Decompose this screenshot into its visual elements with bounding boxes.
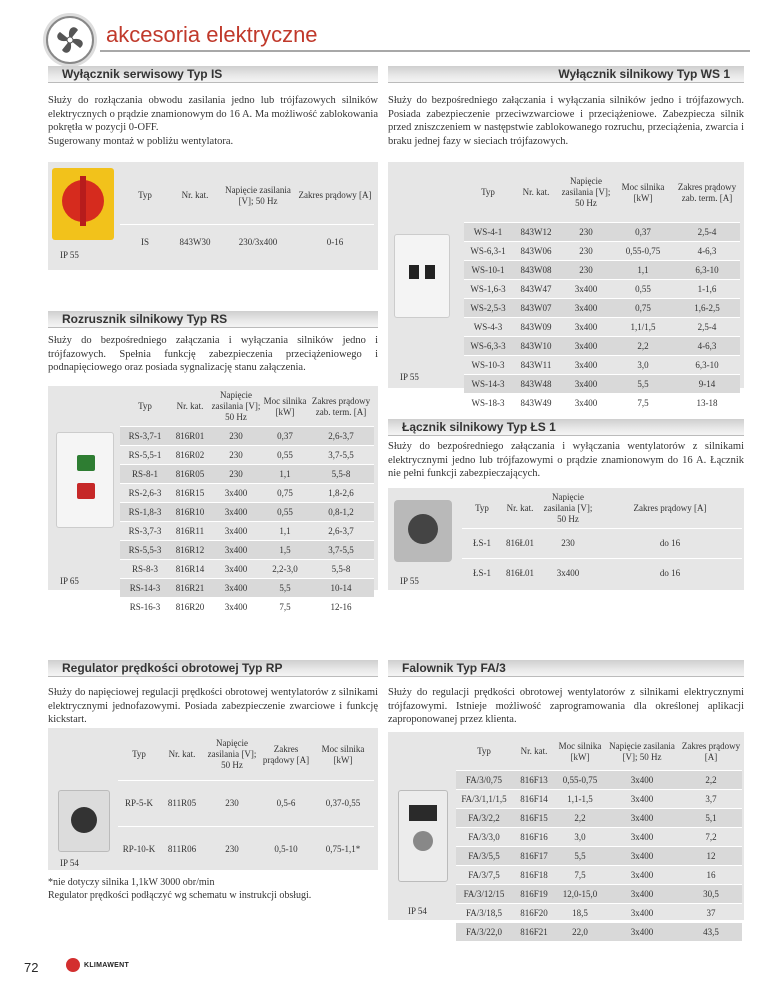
table-cell: 1,1/1,5: [612, 317, 674, 336]
is-col-typ: Typ: [138, 190, 152, 201]
table-cell: WS-4-3: [464, 317, 512, 336]
table-row: [120, 578, 374, 597]
table-cell: 0,37: [262, 426, 308, 445]
table-cell: WS-1,6-3: [464, 279, 512, 298]
table-cell: 5,5: [262, 578, 308, 597]
rp-description: Służy do napięciowej regulacji prędkości obrotowej wentylatorów z silnikami elektrycznymi jednofazowymi. Posiada zabezpieczenie zwarciowe i funkcję kickstart.: [48, 687, 378, 725]
is-desc-text: Służy do rozłączania obwodu zasilania jedno lub trójfazowych silników elektrycznych o prądzie znamionowym do 16 A. Ma możliwość zablokowania pokrętła w pozycji 0-OFF.: [48, 95, 378, 133]
rs-col-moc: Moc silnika [kW]: [263, 395, 307, 417]
table-cell: 3,7-5,5: [308, 445, 374, 464]
table-row: [464, 336, 740, 355]
ls-description: Służy do bezpośredniego załączania i wyłączania wentylatorów z silnikami elektrycznymi jedno lub trójfazowymi o prądzie znamionowym do 16 A. Łącznik nie pełni funkcji zabezpieczających.: [388, 441, 744, 479]
table-cell: FA/3/5,5: [456, 846, 512, 865]
rp-instruction: Regulator prędkości podłączyć wg schematu w instrukcji obsługi.: [48, 890, 312, 901]
table-cell: 5,5: [612, 374, 674, 393]
table-row: [120, 483, 374, 502]
table-cell: 3,0: [612, 355, 674, 374]
table-cell: 1-1,6: [674, 279, 740, 298]
table-cell: 3x400: [604, 865, 680, 884]
table-cell: 843W47: [512, 279, 560, 298]
table-cell: 5,5-8: [308, 559, 374, 578]
ws-col-napiecie: Napięcie zasilania [V]; 50 Hz: [561, 176, 611, 209]
is-col-napiecie: Napięcie zasilania [V]; 50 Hz: [225, 184, 291, 206]
table-cell: 3x400: [560, 298, 612, 317]
table-cell: 13-18: [674, 393, 740, 412]
rp-notes: [48, 876, 378, 902]
ws-table: [464, 164, 740, 412]
table-cell: 12: [680, 846, 742, 865]
table-row: [118, 826, 374, 872]
table-cell: 3x400: [560, 374, 612, 393]
section-title-rs: Rozrusznik silnikowy Typ RS: [48, 311, 378, 328]
table-cell: 3x400: [560, 279, 612, 298]
table-cell: 2,6-3,7: [308, 426, 374, 445]
table-cell: 843W10: [512, 336, 560, 355]
table-cell: 1,6-2,5: [674, 298, 740, 317]
rs-description: Służy do bezpośredniego załączania i wyłączania silników jedno i trójfazowych. Spełnia funkcję zabezpieczenia przeciążeniowego i podnapięciowego oraz posiada sygnalizację stanu załączenia.: [48, 335, 378, 373]
table-row: [456, 922, 742, 941]
rp-footnote: *nie dotyczy silnika 1,1kW 3000 obr/min: [48, 877, 215, 888]
section-title-ws: Wyłącznik silnikowy Typ WS 1: [388, 66, 744, 83]
table-cell: FA/3/1,1/1,5: [456, 789, 512, 808]
table-cell: RS-14-3: [120, 578, 170, 597]
table-cell: 1,5: [262, 540, 308, 559]
table-row: [456, 808, 742, 827]
table-cell: WS-4-1: [464, 222, 512, 241]
table-cell: 0,55-0,75: [612, 241, 674, 260]
table-cell: RS-8-3: [120, 559, 170, 578]
table-cell: 16: [680, 865, 742, 884]
table-row: [462, 528, 742, 558]
table-cell: 230: [204, 780, 260, 826]
table-cell: 3x400: [604, 770, 680, 789]
table-cell: 2,2: [680, 770, 742, 789]
table-cell: RS-8-1: [120, 464, 170, 483]
table-row: [456, 789, 742, 808]
table-row: [120, 464, 374, 483]
table-cell: WS-10-3: [464, 355, 512, 374]
table-cell: FA/3/18,5: [456, 903, 512, 922]
table-cell: 816R11: [170, 521, 210, 540]
rp-ip-rating: IP 54: [60, 858, 79, 868]
table-cell: 12,0-15,0: [556, 884, 604, 903]
table-cell: RS-5,5-3: [120, 540, 170, 559]
table-cell: 816R20: [170, 597, 210, 616]
table-cell: 843W09: [512, 317, 560, 336]
table-row: [464, 393, 740, 412]
table-row: [464, 222, 740, 241]
fan-logo-icon: [46, 16, 94, 64]
table-cell: 816Ł01: [502, 558, 538, 588]
table-cell: WS-2,5-3: [464, 298, 512, 317]
rs-table: [120, 388, 374, 616]
fa-inverter-image: [398, 790, 448, 882]
table-cell: 230: [538, 528, 598, 558]
table-cell: 3x400: [210, 540, 262, 559]
table-cell: 3x400: [210, 559, 262, 578]
ls-col-nrkat: Nr. kat.: [506, 503, 534, 514]
table-cell: 0,5-10: [260, 826, 312, 872]
ls-col-napiecie: Napięcie zasilania [V]; 50 Hz: [543, 492, 593, 525]
table-cell: 5,1: [680, 808, 742, 827]
table-cell: 1,1: [262, 464, 308, 483]
table-cell: 816F20: [512, 903, 556, 922]
table-cell: 816F15: [512, 808, 556, 827]
table-cell: FA/3/2,2: [456, 808, 512, 827]
rs-col-typ: Typ: [138, 401, 152, 412]
table-cell: 230: [204, 826, 260, 872]
table-cell: 0,8-1,2: [308, 502, 374, 521]
table-cell: 816R21: [170, 578, 210, 597]
table-cell: 3x400: [210, 521, 262, 540]
table-cell: 0,75: [262, 483, 308, 502]
brand-name: KLIMAWENT: [84, 962, 130, 969]
rs-col-nrkat: Nr. kat.: [176, 401, 204, 412]
table-cell: 12-16: [308, 597, 374, 616]
section-title-ls: Łącznik silnikowy Typ ŁS 1: [388, 419, 744, 436]
table-cell: 230: [210, 445, 262, 464]
table-cell: do 16: [598, 558, 742, 588]
ws-switch-image: [394, 234, 450, 318]
ws-col-typ: Typ: [481, 187, 495, 198]
table-cell: 230: [560, 260, 612, 279]
table-cell: ŁS-1: [462, 558, 502, 588]
table-cell: 2,5-4: [674, 222, 740, 241]
table-cell: 1,1: [262, 521, 308, 540]
klimawent-logo-icon: [66, 958, 80, 972]
table-cell: 843W48: [512, 374, 560, 393]
table-cell: 816F19: [512, 884, 556, 903]
table-cell: 9-14: [674, 374, 740, 393]
table-cell: 43,5: [680, 922, 742, 941]
rp-col-zakres: Zakres prądowy [A]: [262, 743, 310, 765]
table-cell: 7,5: [262, 597, 308, 616]
table-cell: 0-16: [296, 224, 374, 260]
fa-col-zakres: Zakres prądowy [A]: [681, 740, 741, 762]
table-cell: 816F13: [512, 770, 556, 789]
table-cell: RP-10-K: [118, 826, 160, 872]
table-cell: 816R15: [170, 483, 210, 502]
table-row: [456, 770, 742, 789]
section-title-is: Wyłącznik serwisowy Typ IS: [48, 66, 378, 83]
table-cell: 0,75: [612, 298, 674, 317]
table-cell: 3x400: [604, 846, 680, 865]
table-cell: WS-10-1: [464, 260, 512, 279]
table-cell: 0,55: [262, 445, 308, 464]
table-cell: 18,5: [556, 903, 604, 922]
table-cell: WS-14-3: [464, 374, 512, 393]
table-cell: 7,2: [680, 827, 742, 846]
table-cell: 816F21: [512, 922, 556, 941]
ls-col-zakres: Zakres prądowy [A]: [633, 503, 707, 514]
table-cell: 843W30: [170, 224, 220, 260]
table-cell: FA/3/3,0: [456, 827, 512, 846]
table-cell: 0,5-6: [260, 780, 312, 826]
table-row: [456, 884, 742, 903]
table-cell: 6,3-10: [674, 355, 740, 374]
table-row: [120, 559, 374, 578]
table-cell: 230/3x400: [220, 224, 296, 260]
table-cell: 816F18: [512, 865, 556, 884]
table-cell: 10-14: [308, 578, 374, 597]
table-cell: 30,5: [680, 884, 742, 903]
table-cell: 3,7: [680, 789, 742, 808]
table-cell: RS-3,7-1: [120, 426, 170, 445]
is-switch-image: [52, 168, 114, 240]
rp-table: [118, 730, 374, 872]
table-cell: WS-18-3: [464, 393, 512, 412]
rp-col-nrkat: Nr. kat.: [168, 749, 196, 760]
table-cell: RS-16-3: [120, 597, 170, 616]
table-cell: 3x400: [604, 827, 680, 846]
table-cell: 816R14: [170, 559, 210, 578]
table-cell: WS-6,3-3: [464, 336, 512, 355]
ws-col-moc: Moc silnika [kW]: [621, 181, 665, 203]
table-cell: 1,8-2,6: [308, 483, 374, 502]
ws-col-zakres: Zakres prądowy zab. term. [A]: [677, 181, 737, 203]
table-cell: 843W08: [512, 260, 560, 279]
fa-description: Służy do regulacji prędkości obrotowej wentylatorów z silnikami elektrycznymi trójfazowymi. Istnieje możliwość zaprogramowania dla określonej aplikacji zaproponowanej przez klienta.: [388, 687, 744, 725]
rs-col-zakres: Zakres prądowy zab. term. [A]: [311, 395, 371, 417]
table-cell: 2,5-4: [674, 317, 740, 336]
table-row: [464, 260, 740, 279]
fa-table: [456, 734, 742, 941]
table-cell: 0,55-0,75: [556, 770, 604, 789]
table-cell: 4-6,3: [674, 241, 740, 260]
page-title: akcesoria elektryczne: [106, 22, 318, 47]
table-row: [120, 426, 374, 445]
ls-switch-image: [394, 500, 452, 562]
table-cell: 230: [560, 241, 612, 260]
table-row: [118, 780, 374, 826]
table-cell: 843W12: [512, 222, 560, 241]
ls-col-typ: Typ: [475, 503, 489, 514]
table-cell: 3x400: [560, 336, 612, 355]
table-cell: 3,7-5,5: [308, 540, 374, 559]
table-cell: RS-2,6-3: [120, 483, 170, 502]
table-cell: 3x400: [604, 789, 680, 808]
table-row: [120, 502, 374, 521]
table-cell: 3,0: [556, 827, 604, 846]
is-description: [48, 94, 378, 148]
table-cell: 3x400: [604, 903, 680, 922]
ws-description: Służy do bezpośredniego załączania i wyłączania silników jedno i trójfazowych. Posiada zabezpieczenie przeciwzwarciowe i przeciążeniowe. Zabezpiecza silnik przed zniszczeniem w następstwie zablokowanego rozruchu, przeciążenia, zwarcia i braku jednej fazy w sieciach trójfazowych.: [388, 95, 744, 147]
table-row: [464, 241, 740, 260]
header-divider: [100, 50, 750, 52]
table-cell: 3x400: [604, 922, 680, 941]
table-cell: 3x400: [538, 558, 598, 588]
table-cell: 2,2: [612, 336, 674, 355]
fa-col-typ: Typ: [477, 746, 491, 757]
rs-starter-image: [56, 432, 114, 528]
fa-ip-rating: IP 54: [408, 906, 427, 916]
is-table: [120, 168, 374, 260]
table-row: [120, 445, 374, 464]
table-cell: 0,55: [262, 502, 308, 521]
table-row: [464, 298, 740, 317]
table-cell: 3x400: [210, 597, 262, 616]
table-cell: 7,5: [556, 865, 604, 884]
table-cell: FA/3/12/15: [456, 884, 512, 903]
table-cell: do 16: [598, 528, 742, 558]
table-cell: ŁS-1: [462, 528, 502, 558]
table-cell: 843W07: [512, 298, 560, 317]
section-title-rp: Regulator prędkości obrotowej Typ RP: [48, 660, 378, 677]
table-cell: 843W06: [512, 241, 560, 260]
table-row: [456, 865, 742, 884]
table-cell: WS-6,3-1: [464, 241, 512, 260]
table-cell: 5,5-8: [308, 464, 374, 483]
table-cell: 3x400: [560, 355, 612, 374]
table-cell: 230: [560, 222, 612, 241]
table-cell: 2,2-3,0: [262, 559, 308, 578]
table-cell: 816R02: [170, 445, 210, 464]
table-row: [456, 827, 742, 846]
table-cell: 3x400: [210, 502, 262, 521]
table-row: [120, 540, 374, 559]
table-cell: 843W49: [512, 393, 560, 412]
table-cell: RP-5-K: [118, 780, 160, 826]
table-cell: FA/3/0,75: [456, 770, 512, 789]
page-number: 72: [24, 960, 39, 975]
table-cell: 230: [210, 464, 262, 483]
is-ip-rating: IP 55: [60, 250, 79, 260]
table-cell: 230: [210, 426, 262, 445]
rp-regulator-image: [58, 790, 110, 852]
table-cell: IS: [120, 224, 170, 260]
table-cell: 22,0: [556, 922, 604, 941]
table-cell: 3x400: [560, 393, 612, 412]
table-cell: 816Ł01: [502, 528, 538, 558]
table-cell: 816R05: [170, 464, 210, 483]
table-cell: 6,3-10: [674, 260, 740, 279]
table-cell: 3x400: [604, 808, 680, 827]
rp-col-napiecie: Napięcie zasilania [V]; 50 Hz: [207, 738, 257, 771]
table-cell: 0,37-0,55: [312, 780, 374, 826]
table-cell: 7,5: [612, 393, 674, 412]
table-cell: 3x400: [604, 884, 680, 903]
ls-table: [462, 490, 742, 588]
table-cell: 816F14: [512, 789, 556, 808]
table-cell: 816R12: [170, 540, 210, 559]
table-cell: 1,1: [612, 260, 674, 279]
table-cell: 811R06: [160, 826, 204, 872]
table-cell: 816F17: [512, 846, 556, 865]
table-cell: 3x400: [210, 578, 262, 597]
table-cell: FA/3/7,5: [456, 865, 512, 884]
section-title-fa: Falownik Typ FA/3: [388, 660, 744, 677]
rp-col-moc: Moc silnika [kW]: [321, 743, 365, 765]
table-cell: 2,6-3,7: [308, 521, 374, 540]
table-cell: 0,55: [612, 279, 674, 298]
table-cell: 5,5: [556, 846, 604, 865]
fa-col-napiecie: Napięcie zasilania [V]; 50 Hz: [609, 740, 675, 762]
table-cell: 0,37: [612, 222, 674, 241]
table-row: [120, 224, 374, 260]
table-cell: 3x400: [560, 317, 612, 336]
table-cell: RS-1,8-3: [120, 502, 170, 521]
rs-ip-rating: IP 65: [60, 576, 79, 586]
ws-col-nrkat: Nr. kat.: [522, 187, 550, 198]
ls-ip-rating: IP 55: [400, 576, 419, 586]
rp-col-typ: Typ: [132, 749, 146, 760]
fa-col-moc: Moc silnika [kW]: [558, 740, 602, 762]
table-cell: 843W11: [512, 355, 560, 374]
table-row: [120, 597, 374, 616]
table-cell: 2,2: [556, 808, 604, 827]
is-col-nrkat: Nr. kat.: [181, 190, 209, 201]
table-cell: 1,1-1,5: [556, 789, 604, 808]
table-cell: 816F16: [512, 827, 556, 846]
table-row: [464, 317, 740, 336]
table-cell: 0,75-1,1*: [312, 826, 374, 872]
is-col-zakres: Zakres prądowy [A]: [298, 190, 372, 201]
table-row: [464, 355, 740, 374]
table-row: [456, 903, 742, 922]
table-cell: 3x400: [210, 483, 262, 502]
table-cell: 811R05: [160, 780, 204, 826]
table-cell: RS-3,7-3: [120, 521, 170, 540]
table-cell: FA/3/22,0: [456, 922, 512, 941]
table-row: [456, 846, 742, 865]
table-row: [464, 374, 740, 393]
table-row: [464, 279, 740, 298]
rs-col-napiecie: Napięcie zasilania [V]; 50 Hz: [211, 390, 261, 423]
table-row: [120, 521, 374, 540]
table-cell: 37: [680, 903, 742, 922]
is-desc-note: Sugerowany montaż w pobliżu wentylatora.: [48, 135, 234, 147]
ws-ip-rating: IP 55: [400, 372, 419, 382]
table-cell: 4-6,3: [674, 336, 740, 355]
table-row: [462, 558, 742, 588]
table-cell: RS-5,5-1: [120, 445, 170, 464]
table-cell: 816R10: [170, 502, 210, 521]
fa-col-nrkat: Nr. kat.: [520, 746, 548, 757]
table-cell: 816R01: [170, 426, 210, 445]
